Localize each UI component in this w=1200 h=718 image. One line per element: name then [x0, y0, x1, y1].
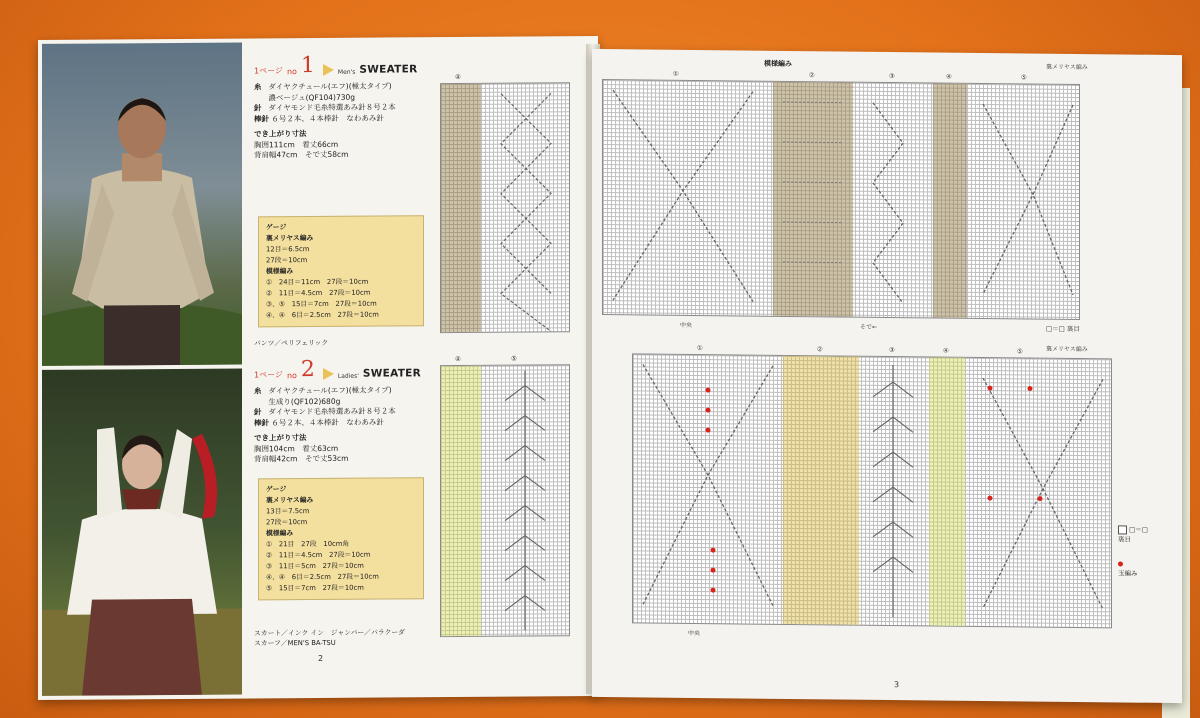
size-line: 胸囲111cm 着丈66cm — [254, 139, 339, 149]
spec-line: 棒針 ６号２本、４本棒針 なわあみ針 — [254, 113, 384, 123]
band-label: ④ — [943, 346, 949, 355]
band-label: ⑤ — [1017, 347, 1023, 356]
band-label: ① — [673, 69, 679, 78]
corner-label: 裏メリヤス編み — [1046, 63, 1088, 72]
gauge-line: 27段＝10cm — [266, 256, 308, 265]
band-label: ② — [809, 71, 815, 80]
spec-line: 棒針 ６号２本、４本棒針 なわあみ針 — [254, 417, 384, 427]
axis-label: 中央 — [688, 629, 701, 638]
page-ref: 1ページ — [254, 66, 283, 76]
cable-motif — [603, 80, 1079, 319]
bobble-icon — [1118, 561, 1123, 566]
band-label: ② — [817, 345, 823, 354]
band-label: ④ — [455, 355, 461, 364]
gauge-row: ② 11目＝4.5cm 27段＝10cm — [266, 550, 371, 560]
gauge-row: ③、⑤ 15目＝7cm 27段＝10cm — [266, 299, 377, 309]
band-label: ⑤ — [511, 354, 517, 363]
left-page — [38, 36, 598, 700]
legend-text: □＝□ 裏目 — [1046, 324, 1080, 334]
square-icon — [1118, 525, 1127, 534]
page-number: 2 — [318, 653, 324, 663]
no-label: no — [286, 371, 297, 381]
gauge-row: ③ 11目＝5cm 27段＝10cm — [266, 561, 364, 571]
spec-line: 針 ダイヤモンド毛糸特選あみ針８号２本 — [254, 102, 396, 113]
corner-label: 裏メリヤス編み — [1046, 345, 1088, 354]
spec-line: 糸 ダイヤクチュール(エフ)(極太タイプ) — [254, 385, 392, 396]
spec-line: 針 ダイヤモンド毛糸特選あみ針８号２本 — [254, 406, 396, 417]
photo-ladies-sweater — [42, 369, 242, 696]
chart-title: 模様編み — [764, 59, 792, 69]
page-ref: 1ページ — [254, 370, 283, 380]
band-label: ③ — [889, 72, 895, 81]
gauge-box-1 — [258, 215, 424, 327]
pattern-2-info — [254, 359, 454, 465]
size-title: でき上がり寸法 — [254, 433, 307, 443]
gauge-subtitle: 模様編み — [266, 529, 294, 538]
pattern-type: SWEATER — [362, 367, 422, 380]
gauge-subtitle: 裏メリヤス編み — [266, 496, 314, 505]
right-page — [592, 49, 1182, 703]
band-label: ④ — [455, 73, 461, 82]
pattern-number: 2 — [300, 357, 315, 383]
axis-label: 中央 — [680, 321, 693, 329]
chart-pattern-2-side — [440, 354, 570, 637]
band-label: ① — [697, 344, 703, 353]
chart-1 — [602, 69, 1080, 320]
gauge-row: ① 24目＝11cm 27段＝10cm — [266, 277, 369, 287]
gauge-title: ゲージ — [266, 485, 287, 494]
pattern-1-info — [254, 55, 454, 161]
gauge-box-2 — [258, 477, 424, 600]
legend-text: 玉編み — [1118, 569, 1138, 578]
spec-line: 生成り(QF102)680g — [268, 396, 341, 406]
pattern-category: Ladies' — [337, 372, 359, 380]
band-label: ④ — [946, 72, 952, 81]
gauge-row: ② 11目＝4.5cm 27段＝10cm — [266, 288, 371, 298]
materials-list — [254, 385, 454, 465]
spec-line: 糸 ダイヤクチュール(エフ)(極太タイプ) — [254, 81, 392, 92]
clothing-credit-1: パンツ／ペリフェリック — [254, 338, 329, 348]
size-title: でき上がり寸法 — [254, 129, 307, 139]
gauge-line: 27段＝10cm — [266, 518, 308, 527]
band-label: ③ — [889, 346, 895, 355]
gauge-row: ⑤ 15目＝7cm 27段＝10cm — [266, 583, 364, 593]
size-line: 背肩幅47cm そで丈58cm — [254, 149, 349, 160]
legend — [1118, 524, 1148, 578]
page-number: 3 — [894, 680, 900, 690]
credit-line: スカート／インク イン ジャンパー／パラクーダ — [254, 628, 405, 638]
legend-text: 裏目 — [1118, 535, 1131, 544]
cable-motif — [441, 83, 569, 332]
photo-mens-sweater — [42, 43, 242, 366]
gauge-subtitle: 模様編み — [266, 267, 294, 276]
tree-motif — [441, 365, 569, 636]
gauge-row: ④、④ 6目＝2.5cm 27段＝10cm — [266, 572, 379, 582]
open-magazine — [20, 30, 1180, 700]
band-label: ⑤ — [1021, 73, 1027, 82]
pattern-number: 1 — [300, 53, 315, 79]
chart-pattern-1-side — [440, 73, 570, 333]
cable-motif — [633, 354, 1111, 627]
clothing-credit-2 — [254, 627, 405, 648]
gauge-row: ④、④ 6目＝2.5cm 27段＝10cm — [266, 310, 379, 320]
spec-line: 濃ベージュ(QF104)730g — [268, 92, 356, 102]
axis-label: そで← — [860, 323, 878, 331]
pattern-category: Men's — [337, 68, 356, 76]
gauge-line: 12目＝6.5cm — [266, 245, 310, 254]
legend-text: □＝□ — [1129, 525, 1148, 534]
gauge-title: ゲージ — [266, 223, 287, 232]
size-line: 胸囲104cm 着丈63cm — [254, 443, 339, 453]
gauge-line: 13目＝7.5cm — [266, 507, 310, 516]
credit-line: スカーフ／MEN'S BA-TSU — [254, 638, 336, 648]
pattern-type: SWEATER — [359, 63, 418, 76]
no-label: no — [286, 67, 297, 77]
triangle-icon — [323, 368, 334, 380]
size-line: 背肩幅42cm そで丈53cm — [254, 453, 349, 464]
gauge-subtitle: 裏メリヤス編み — [266, 234, 314, 243]
materials-list — [254, 81, 454, 161]
legend — [1046, 324, 1080, 334]
gauge-row: ① 21目 27段 10cm角 — [266, 539, 350, 549]
triangle-icon — [323, 64, 334, 76]
